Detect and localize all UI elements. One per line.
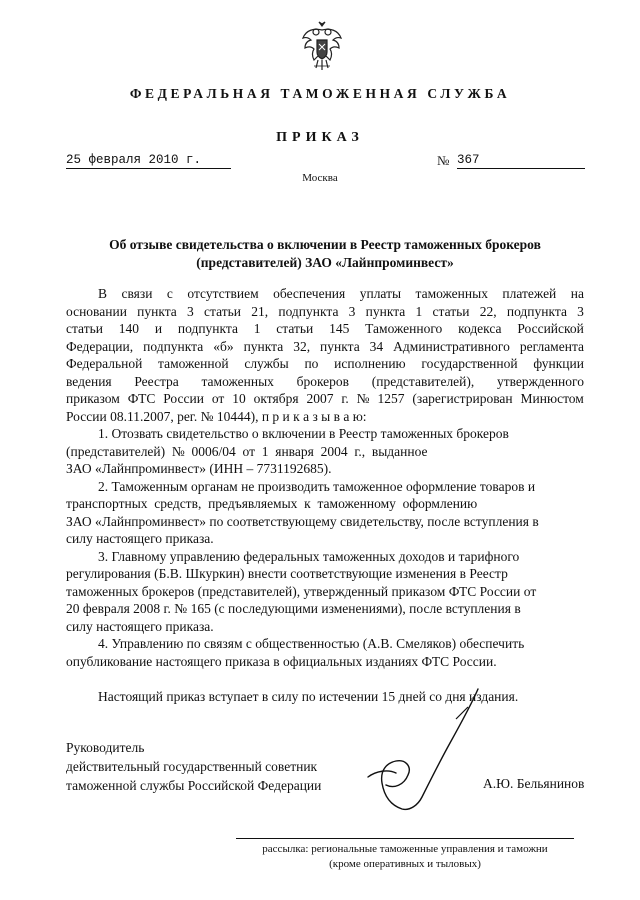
item-3-line: 20 февраля 2008 г. № 165 (с последующими изменениями), после вступления в xyxy=(66,601,521,616)
item-1-line: (представителей) № 0006/04 от 1 января 2004 г., выданное xyxy=(66,443,428,459)
item-2-line: ЗАО «Лайнпроминвест» по соответствующему свидетельству, после вступления в xyxy=(66,513,539,529)
preamble-line: России 08.11.2007, рег. № 10444), п р и к а з ы в а ю: xyxy=(66,408,367,424)
preamble-line: Федеральной таможенной службы по исполнению государственной функции xyxy=(66,356,584,371)
item-4-line: 4. Управлению по связям с общественностью (А.В. Смеляков) обеспечить xyxy=(98,636,525,651)
distribution-list xyxy=(236,842,574,872)
item-1-line: ЗАО «Лайнпроминвест» (ИНН – 7731192685). xyxy=(66,461,332,476)
preamble-line: приказом ФТС России от 10 октября 2007 г. № 1257 (зарегистрирован Минюстом xyxy=(66,391,584,406)
position-line: таможенной службы Российской Федерации xyxy=(66,778,322,793)
preamble-line: основании пункта 3 статьи 21, подпункта 3 пункта 1 статьи 22, подпункта 3 xyxy=(66,303,584,319)
document-city: Москва xyxy=(302,172,338,184)
position-line: действительный государственный советник xyxy=(66,759,318,774)
handwritten-signature-icon xyxy=(360,685,480,815)
russian-emblem-icon xyxy=(300,20,344,72)
item-3-line: регулирования (Б.В. Шкуркин) внести соответствующие изменения в Реестр xyxy=(66,566,508,581)
signer-name: А.Ю. Бельянинов xyxy=(483,776,585,791)
preamble-line: Федерации, подпункта «б» пункта 32, пункта 34 Административного регламента xyxy=(66,338,584,354)
preamble-line: ведения Реестра таможенных брокеров (представителей), утвержденного xyxy=(66,373,584,389)
preamble-line: В связи с отсутствием обеспечения уплаты таможенных платежей на xyxy=(98,286,584,301)
item-3-line: 3. Главному управлению федеральных таможенных доходов и тарифного xyxy=(98,548,520,564)
document-body xyxy=(66,285,584,706)
item-1-line: 1. Отозвать свидетельство о включении в Реестр таможенных брокеров xyxy=(98,426,509,441)
item-4-line: опубликование настоящего приказа в официальных изданиях ФТС России. xyxy=(66,653,497,669)
position-line: Руководитель xyxy=(66,740,145,755)
document-number: 367 xyxy=(457,153,585,169)
item-3-line: таможенных брокеров (представителей), утвержденный приказом ФТС России от xyxy=(66,583,537,599)
document-date: 25 февраля 2010 г. xyxy=(66,153,231,169)
distribution-line: рассылка: региональные таможенные управления и таможни xyxy=(262,843,548,855)
document-type: ПРИКАЗ xyxy=(276,130,364,145)
distribution-line: (кроме оперативных и тыловых) xyxy=(329,858,481,870)
item-2-line: силу настоящего приказа. xyxy=(66,531,214,546)
item-2-line: 2. Таможенным органам не производить таможенное оформление товаров и xyxy=(98,478,536,494)
distribution-divider xyxy=(236,838,574,839)
document-title xyxy=(66,236,584,272)
item-2-line: транспортных средств, предъявляемых к таможенному оформлению xyxy=(66,496,478,511)
title-line: (представителей) ЗАО «Лайнпроминвест» xyxy=(196,255,454,270)
document-number-label: № xyxy=(437,153,450,168)
title-line: Об отзыве свидетельства о включении в Реестр таможенных брокеров xyxy=(109,237,541,252)
effective-clause: Настоящий приказ вступает в силу по истечении 15 дней со дня издания. xyxy=(98,689,519,704)
preamble-line: статьи 140 и подпункта 1 статьи 145 Таможенного кодекса Российской xyxy=(66,321,584,336)
signatory-position xyxy=(66,738,321,795)
item-3-line: силу настоящего приказа. xyxy=(66,618,214,634)
agency-name: ФЕДЕРАЛЬНАЯ ТАМОЖЕННАЯ СЛУЖБА xyxy=(129,86,511,101)
